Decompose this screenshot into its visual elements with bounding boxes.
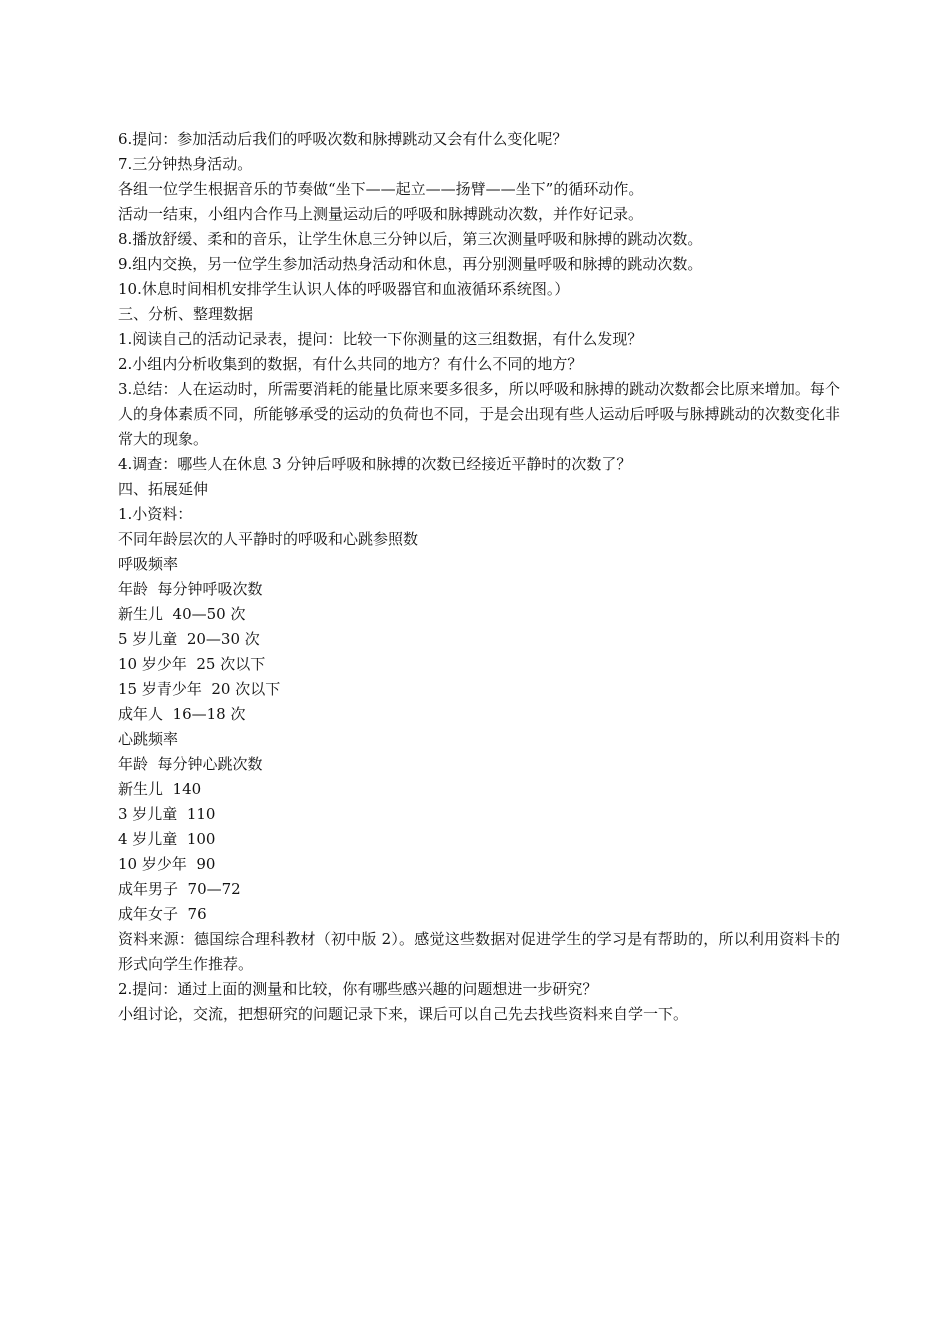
text-line: 7.三分钟热身活动。 — [118, 155, 253, 173]
text-line: 4.调查：哪些人在休息 3 分钟后呼吸和脉搏的次数已经接近平静时的次数了？ — [118, 455, 632, 473]
text-line: 8.播放舒缓、柔和的音乐，让学生休息三分钟以后，第三次测量呼吸和脉搏的跳动次数。 — [118, 230, 703, 248]
text-line: 10.休息时间相机安排学生认识人体的呼吸器官和血液循环系统图。） — [118, 280, 570, 298]
section-heading: 三、分析、整理数据 — [118, 305, 254, 323]
breathing-header: 年龄 每分钟呼吸次数 — [118, 580, 263, 598]
document-body — [118, 127, 840, 1027]
text-line: 2.小组内分析收集到的数据，有什么共同的地方？有什么不同的地方？ — [118, 355, 583, 373]
heartbeat-row: 4 岁儿童 100 — [118, 830, 216, 848]
text-line: 6.提问：参加活动后我们的呼吸次数和脉搏跳动又会有什么变化呢？ — [118, 130, 568, 148]
breathing-title: 呼吸频率 — [118, 555, 179, 573]
section-heading: 四、拓展延伸 — [118, 480, 209, 498]
text-line: 活动一结束，小组内合作马上测量运动后的呼吸和脉搏跳动次数，并作好记录。 — [118, 205, 644, 223]
breathing-row: 新生儿 40—50 次 — [118, 605, 246, 623]
heartbeat-title: 心跳频率 — [118, 730, 179, 748]
text-line: 9.组内交换，另一位学生参加活动热身活动和休息，再分别测量呼吸和脉搏的跳动次数。 — [118, 255, 703, 273]
heartbeat-row: 成年女子 76 — [118, 905, 207, 923]
breathing-row: 成年人 16—18 次 — [118, 705, 246, 723]
heartbeat-row: 成年男子 70—72 — [118, 880, 241, 898]
text-line: 1.小资料： — [118, 505, 193, 523]
text-line: 1.阅读自己的活动记录表，提问：比较一下你测量的这三组数据，有什么发现？ — [118, 330, 643, 348]
breathing-row: 5 岁儿童 20—30 次 — [118, 630, 260, 648]
heartbeat-row: 新生儿 140 — [118, 780, 202, 798]
breathing-row: 10 岁少年 25 次以下 — [118, 655, 266, 673]
text-line: 2.提问：通过上面的测量和比较，你有哪些感兴趣的问题想进一步研究？ — [118, 980, 598, 998]
breathing-row: 15 岁青少年 20 次以下 — [118, 680, 281, 698]
text-line: 各组一位学生根据音乐的节奏做“坐下——起立——扬臂——坐下”的循环动作。 — [118, 180, 644, 198]
reference-title: 不同年龄层次的人平静时的呼吸和心跳参照数 — [118, 530, 419, 548]
text-line: 小组讨论，交流，把想研究的问题记录下来，课后可以自己先去找些资料来自学一下。 — [118, 1005, 689, 1023]
heartbeat-row: 10 岁少年 90 — [118, 855, 216, 873]
source-paragraph: 资料来源：德国综合理科教材（初中版 2）。感觉这些数据对促进学生的学习是有帮助的，所以利用资料卡的形式向学生作推荐。 — [118, 930, 840, 973]
heartbeat-row: 3 岁儿童 110 — [118, 805, 216, 823]
summary-paragraph: 3.总结：人在运动时，所需要消耗的能量比原来要多很多，所以呼吸和脉搏的跳动次数都会比原来增加。每个人的身体素质不同，所能够承受的运动的负荷也不同，于是会出现有些人运动后呼吸与脉搏跳动的次数变化非常大的现象。 — [118, 380, 840, 448]
heartbeat-header: 年龄 每分钟心跳次数 — [118, 755, 263, 773]
